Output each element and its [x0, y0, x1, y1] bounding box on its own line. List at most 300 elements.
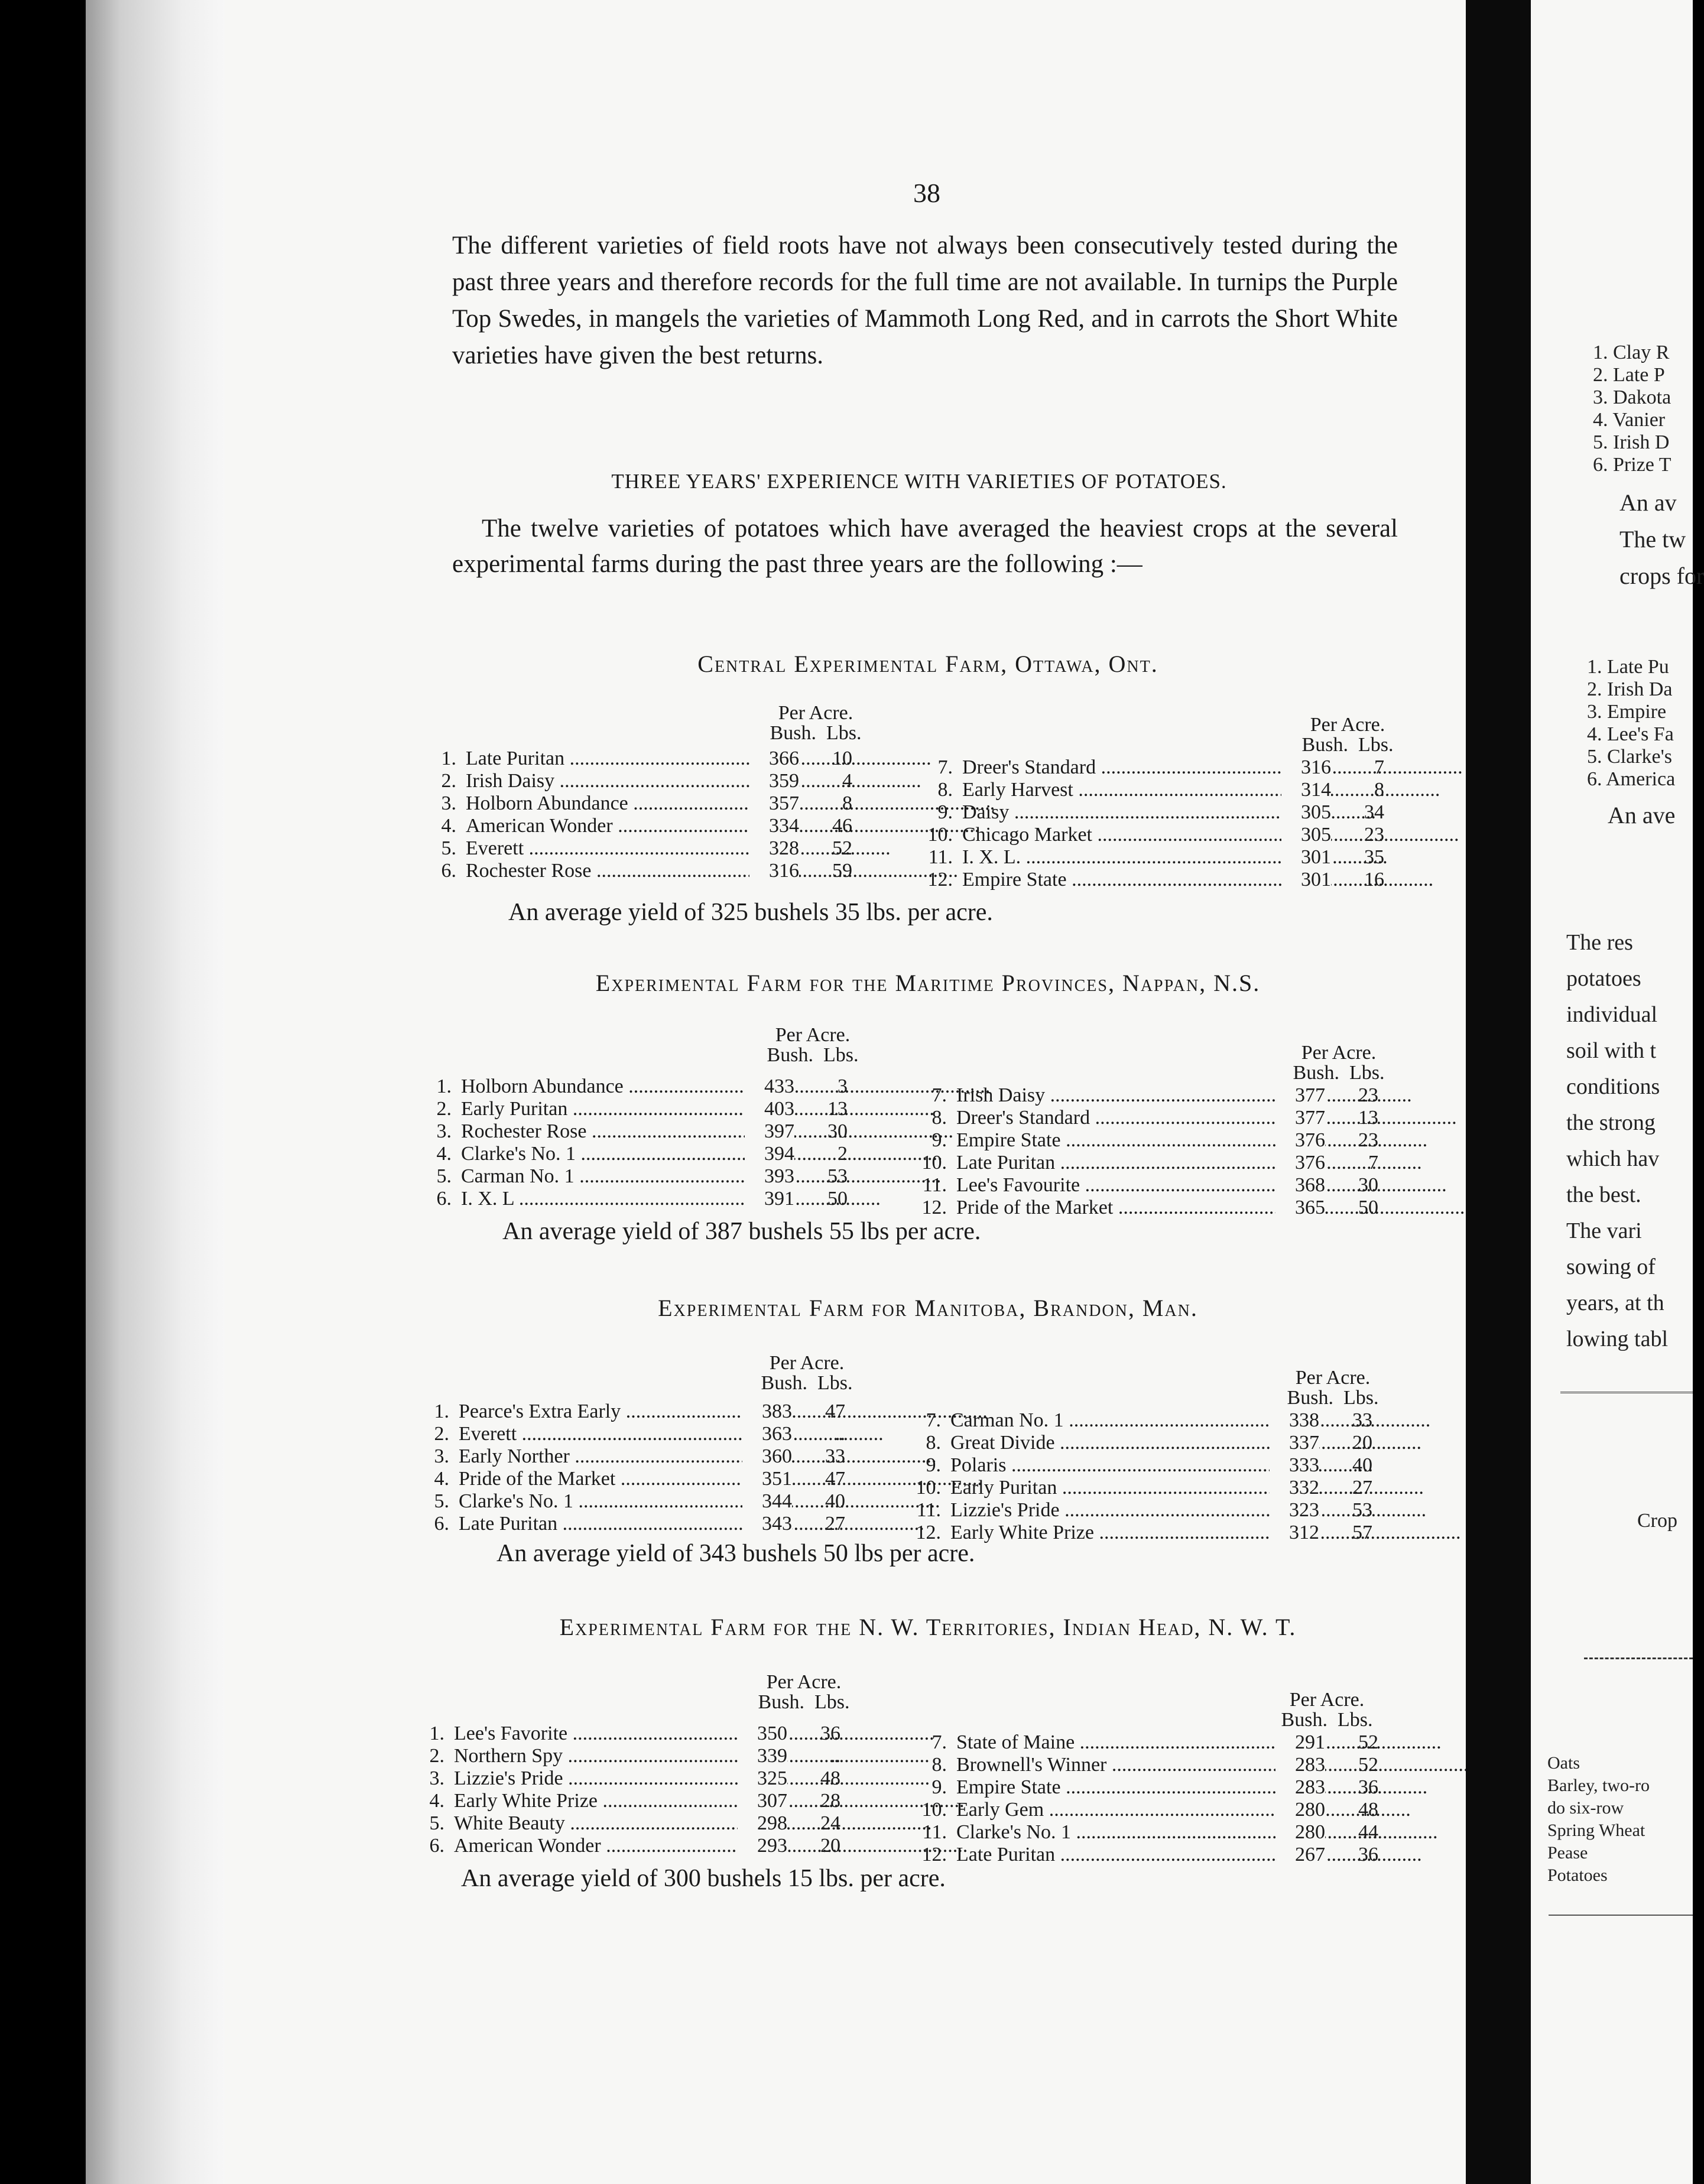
next-page-list-3 [1547, 1752, 1650, 1887]
yield-pounds: 8 [1374, 779, 1384, 801]
variety-number: 6. [441, 860, 456, 882]
yield-bushels: 383 [742, 1400, 792, 1423]
fragment-line: soil with t [1566, 1038, 1657, 1063]
yield-pounds: 10 [832, 748, 852, 769]
variety-name: Pride of the Market ..... [956, 1197, 1275, 1219]
yield-pounds: 4 [842, 770, 852, 792]
yield-bushels: 338 [1270, 1409, 1319, 1432]
table-row [922, 846, 1395, 869]
yield-bushels: 393 [745, 1165, 794, 1188]
right-column-header: Per Acre. Bush. Lbs. [1301, 714, 1394, 756]
table-row [910, 1477, 1383, 1499]
table-row [922, 801, 1395, 824]
variety-name: Clarke's No. 1 ..... [459, 1490, 742, 1513]
yield-bushels: 323 [1270, 1499, 1319, 1522]
variety-number: 9. [931, 1776, 947, 1798]
yield-bushels: 377 [1275, 1084, 1325, 1107]
table-row [418, 1468, 856, 1490]
fragment-line: the strong [1566, 1110, 1656, 1135]
fragment-line: 2. Irish Da [1587, 678, 1673, 700]
fragment-line: years, at th [1566, 1291, 1664, 1315]
yield-bushels: 293 [738, 1835, 787, 1857]
variety-number: 2. [434, 1423, 449, 1445]
table-row [916, 1129, 1389, 1152]
yield-bushels: 397 [745, 1120, 794, 1143]
table-row [916, 1844, 1389, 1866]
variety-name: Pride of the Market ..... [459, 1468, 742, 1490]
yield-pounds: 57 [1352, 1522, 1372, 1543]
book-gutter [1466, 0, 1531, 2184]
variety-number: 5. [429, 1812, 444, 1834]
variety-number: 10. [921, 1152, 947, 1174]
yield-bushels: 280 [1275, 1799, 1325, 1821]
yield-pounds: 16 [1364, 869, 1384, 890]
yield-pounds: 2 [838, 1143, 848, 1165]
variety-number: 1. [434, 1400, 449, 1422]
table-row [910, 1522, 1383, 1544]
yield-pounds: 8 [842, 792, 852, 814]
yield-pounds: 27 [1352, 1477, 1372, 1499]
right-column-header: Per Acre. Bush. Lbs. [1281, 1689, 1373, 1731]
yield-bushels: 359 [749, 770, 799, 792]
table-row [922, 824, 1395, 846]
variety-name: Everett ..... [459, 1423, 742, 1445]
table-row [916, 1776, 1389, 1799]
fragment-line: 6. Prize T [1593, 454, 1671, 476]
yield-bushels: 328 [749, 837, 799, 860]
yield-bushels: 333 [1270, 1454, 1319, 1477]
variety-name: Northern Spy ..... [454, 1745, 738, 1767]
left-column-header: Per Acre. Bush. Lbs. [770, 702, 862, 744]
yield-pounds: 30 [827, 1120, 848, 1142]
yield-pounds: 7 [1368, 1152, 1378, 1174]
variety-name: Dreer's Standard ..... [962, 756, 1281, 779]
variety-number: 3. [434, 1445, 449, 1467]
yield-bushels: 376 [1275, 1129, 1325, 1152]
yield-bushels: 365 [1275, 1197, 1325, 1219]
table-row [418, 1490, 856, 1513]
next-page-list-1 [1593, 342, 1671, 476]
variety-number: 5. [436, 1165, 452, 1187]
table-row [418, 1445, 856, 1468]
fragment-line: Barley, two-ro [1547, 1776, 1650, 1795]
yield-pounds: .. [835, 1423, 845, 1445]
fragment-line: 6. America [1587, 768, 1676, 790]
table-row [916, 1197, 1389, 1219]
variety-number: 3. [441, 792, 456, 814]
yield-bushels: 280 [1275, 1821, 1325, 1844]
next-page-rule [1560, 1392, 1693, 1393]
table-row [426, 815, 863, 837]
yield-bushels: 357 [749, 792, 799, 815]
variety-name: I. X. L. ..... [962, 846, 1281, 869]
variety-name: White Beauty ..... [454, 1812, 738, 1835]
variety-number: 10. [927, 824, 953, 846]
yield-pounds: 33 [1352, 1409, 1372, 1431]
yield-pounds: 52 [1358, 1731, 1378, 1753]
variety-name: Early White Prize ..... [950, 1522, 1270, 1544]
yield-pounds: 28 [820, 1790, 840, 1812]
next-page-text-4 [1637, 1510, 1677, 1532]
variety-name: Lee's Favourite ..... [956, 1174, 1275, 1197]
yield-bushels: 377 [1275, 1107, 1325, 1129]
table-row [916, 1107, 1389, 1129]
variety-name: Carman No. 1 ..... [950, 1409, 1270, 1432]
yield-bushels: 267 [1275, 1844, 1325, 1866]
farm-heading: Experimental Farm for the Maritime Provinces, Nappan, N.S. [595, 970, 1261, 996]
yield-bushels: 283 [1275, 1754, 1325, 1776]
variety-number: 8. [937, 779, 953, 801]
fragment-line: 1. Clay R [1593, 342, 1670, 363]
table-row [910, 1432, 1383, 1454]
variety-name: Early Norther ..... [459, 1445, 742, 1468]
yield-pounds: 48 [820, 1767, 840, 1789]
variety-number: 8. [931, 1107, 947, 1129]
variety-name: State of Maine ..... [956, 1731, 1275, 1754]
page-number: 38 [913, 178, 940, 208]
yield-pounds: 23 [1364, 824, 1384, 846]
yield-bushels: 312 [1270, 1522, 1319, 1544]
variety-name: Empire State ..... [962, 869, 1281, 891]
yield-pounds: 47 [825, 1400, 845, 1422]
yield-bushels: 334 [749, 815, 799, 837]
variety-number: 8. [926, 1432, 941, 1454]
yield-bushels: 394 [745, 1143, 794, 1165]
yield-bushels: 314 [1281, 779, 1331, 801]
average-yield: An average yield of 300 bushels 15 lbs. per acre. [461, 1865, 946, 1892]
farm-maritime [426, 969, 1430, 1245]
variety-number: 11. [922, 1821, 947, 1843]
average-yield: An average yield of 343 bushels 50 lbs per acre. [496, 1540, 975, 1567]
yield-pounds: 36 [820, 1722, 840, 1744]
yield-bushels: 360 [742, 1445, 792, 1468]
variety-number: 7. [931, 1084, 947, 1106]
variety-name: Great Divide ..... [950, 1432, 1270, 1454]
fragment-line: the best. [1566, 1182, 1641, 1207]
table-row [426, 748, 863, 770]
yield-bushels: 305 [1281, 824, 1331, 846]
variety-name: Late Puritan ..... [956, 1152, 1275, 1174]
yield-pounds: 52 [832, 837, 852, 859]
yield-bushels: 316 [749, 860, 799, 882]
table-row [916, 1084, 1389, 1107]
variety-number: 1. [429, 1722, 444, 1744]
variety-number: 5. [434, 1490, 449, 1512]
next-page-rule-2 [1584, 1658, 1693, 1659]
yield-pounds: 50 [1358, 1197, 1378, 1218]
yield-pounds: 40 [1352, 1454, 1372, 1476]
yield-pounds: 30 [1358, 1174, 1378, 1196]
variety-number: 2. [441, 770, 456, 792]
yield-bushels: 343 [742, 1513, 792, 1535]
intro-paragraph: The different varieties of field roots have not always been consecutively tested during the past three years and therefore records for the full time are not available. In turnips the Purple Top Swedes, in mangels the varieties of Mammoth Long Red, and in carrots the Short White varieties have given the best returns. [452, 232, 1398, 369]
yield-pounds: 40 [825, 1490, 845, 1512]
farm-manitoba [426, 1294, 1430, 1567]
yield-bushels: 305 [1281, 801, 1331, 824]
variety-number: 6. [436, 1188, 452, 1210]
fragment-line: 5. Clarke's [1587, 746, 1672, 768]
table-row [426, 837, 863, 860]
fragment-line: do six-row [1547, 1798, 1624, 1818]
variety-name: Empire State ..... [956, 1776, 1275, 1799]
variety-number: 7. [926, 1409, 941, 1431]
table-row [414, 1767, 851, 1790]
yield-pounds: 20 [1352, 1432, 1372, 1454]
farm-central [426, 650, 1430, 926]
yield-pounds: 20 [820, 1835, 840, 1857]
variety-name: Everett ..... [466, 837, 749, 860]
table-row [426, 770, 863, 792]
variety-name: American Wonder ..... [466, 815, 749, 837]
variety-name: Early Harvest ..... [962, 779, 1281, 801]
variety-number: 11. [922, 1174, 947, 1196]
variety-number: 12. [921, 1844, 947, 1866]
right-column-header: Per Acre. Bush. Lbs. [1287, 1367, 1379, 1409]
yield-bushels: 325 [738, 1767, 787, 1790]
yield-bushels: 298 [738, 1812, 787, 1835]
variety-name: Empire State ..... [956, 1129, 1275, 1152]
right-table [922, 756, 1395, 891]
yield-pounds: 53 [827, 1165, 848, 1187]
variety-number: 1. [436, 1075, 452, 1097]
table-row [421, 1098, 858, 1120]
variety-name: Pearce's Extra Early ..... [459, 1400, 742, 1423]
average-yield: An average yield of 325 bushels 35 lbs. per acre. [508, 899, 993, 926]
variety-name: Rochester Rose ..... [466, 860, 749, 882]
table-row [910, 1499, 1383, 1522]
variety-name: Holborn Abundance ..... [461, 1075, 745, 1098]
variety-number: 8. [931, 1754, 947, 1776]
yield-bushels: 337 [1270, 1432, 1319, 1454]
next-page-text-2 [1608, 798, 1675, 833]
variety-name: Lizzie's Pride ..... [950, 1499, 1270, 1522]
yield-pounds: 53 [1352, 1499, 1372, 1521]
table-row [916, 1174, 1389, 1197]
variety-number: 7. [931, 1731, 947, 1753]
variety-number: 11. [928, 846, 953, 868]
variety-number: 2. [436, 1098, 452, 1120]
fragment-line: 1. Late Pu [1587, 656, 1669, 678]
fragment-line: Crop [1637, 1510, 1677, 1532]
variety-number: 11. [916, 1499, 941, 1521]
next-page-list-2 [1587, 656, 1675, 791]
fragment-line: sowing of [1566, 1254, 1656, 1279]
left-column-header: Per Acre. Bush. Lbs. [767, 1024, 859, 1066]
variety-name: American Wonder ..... [454, 1835, 738, 1857]
right-table [916, 1731, 1389, 1866]
yield-bushels: 366 [749, 748, 799, 770]
table-row [418, 1400, 856, 1423]
table-row [421, 1188, 858, 1210]
yield-pounds: 34 [1364, 801, 1384, 823]
variety-name: Early White Prize ..... [454, 1790, 738, 1812]
fragment-line: An ave [1608, 802, 1676, 828]
right-column-header: Per Acre. Bush. Lbs. [1293, 1042, 1385, 1084]
next-page-text-3 [1566, 925, 1668, 1357]
variety-name: I. X. L ..... [461, 1188, 745, 1210]
variety-name: Clarke's No. 1 ..... [956, 1821, 1275, 1844]
table-row [421, 1165, 858, 1188]
yield-bushels: 368 [1275, 1174, 1325, 1197]
variety-number: 12. [927, 869, 953, 890]
variety-name: Irish Daisy ..... [956, 1084, 1275, 1107]
left-table [418, 1400, 856, 1535]
variety-name: Rochester Rose ..... [461, 1120, 745, 1143]
variety-name: Daisy ..... [962, 801, 1281, 824]
variety-name: Late Puritan ..... [459, 1513, 742, 1535]
yield-pounds: 33 [825, 1445, 845, 1467]
variety-number: 10. [916, 1477, 941, 1499]
yield-pounds: 23 [1358, 1129, 1378, 1151]
table-row [421, 1075, 858, 1098]
farm-nwt [426, 1613, 1430, 1892]
table-row [414, 1835, 851, 1857]
yield-pounds: 48 [1358, 1799, 1378, 1821]
fragment-line: 3. Dakota [1593, 386, 1671, 408]
section-title: THREE YEARS' EXPERIENCE WITH VARIETIES OF POTATOES. [611, 470, 1227, 493]
next-page-rule-3 [1549, 1915, 1693, 1916]
variety-name: Dreer's Standard ..... [956, 1107, 1275, 1129]
fragment-line: crops for [1619, 563, 1704, 589]
fragment-line: Spring Wheat [1547, 1821, 1645, 1840]
variety-number: 4. [436, 1143, 452, 1165]
yield-pounds: 7 [1374, 756, 1384, 778]
variety-number: 9. [931, 1129, 947, 1151]
left-table [426, 748, 863, 882]
yield-bushels: 344 [742, 1490, 792, 1513]
table-row [916, 1821, 1389, 1844]
variety-name: Early Gem ..... [956, 1799, 1275, 1821]
farm-heading: Central Experimental Farm, Ottawa, Ont. [697, 651, 1158, 677]
variety-name: Holborn Abundance ..... [466, 792, 749, 815]
yield-pounds: 3 [838, 1075, 848, 1097]
table-row [916, 1754, 1389, 1776]
left-table [421, 1075, 858, 1210]
variety-number: 2. [429, 1745, 444, 1767]
variety-number: 12. [916, 1522, 941, 1543]
variety-number: 7. [937, 756, 953, 778]
fragment-line: 4. Lee's Fa [1587, 723, 1674, 745]
right-table [910, 1409, 1383, 1544]
yield-bushels: 332 [1270, 1477, 1319, 1499]
fragment-line: which hav [1566, 1146, 1660, 1171]
variety-name: Brownell's Winner ..... [956, 1754, 1275, 1776]
yield-pounds: 23 [1358, 1084, 1378, 1106]
fragment-line: The res [1566, 930, 1633, 955]
variety-number: 12. [921, 1197, 947, 1218]
yield-bushels: 291 [1275, 1731, 1325, 1754]
table-row [916, 1731, 1389, 1754]
variety-name: Polaris ..... [950, 1454, 1270, 1477]
fragment-line: 3. Empire [1587, 701, 1667, 723]
yield-pounds: 13 [827, 1098, 848, 1120]
table-row [414, 1745, 851, 1767]
fragment-line: lowing tabl [1566, 1327, 1669, 1351]
table-row [414, 1812, 851, 1835]
yield-pounds: 47 [825, 1468, 845, 1490]
farm-heading: Experimental Farm for Manitoba, Brandon, Man. [658, 1295, 1198, 1321]
variety-number: 1. [441, 748, 456, 769]
yield-bushels: 403 [745, 1098, 794, 1120]
variety-number: 4. [429, 1790, 444, 1812]
fragment-line: potatoes [1566, 966, 1641, 991]
variety-number: 9. [926, 1454, 941, 1476]
table-row [910, 1409, 1383, 1432]
table-row [922, 756, 1395, 779]
variety-number: 4. [434, 1468, 449, 1490]
fragment-line: An av [1619, 489, 1677, 516]
yield-pounds: 52 [1358, 1754, 1378, 1776]
table-row [922, 779, 1395, 801]
table-row [421, 1120, 858, 1143]
variety-number: 4. [441, 815, 456, 837]
fragment-line: Potatoes [1547, 1866, 1608, 1885]
fragment-line: 2. Late P [1593, 364, 1665, 386]
yield-bushels: 307 [738, 1790, 787, 1812]
variety-name: Late Puritan ..... [956, 1844, 1275, 1866]
variety-number: 3. [436, 1120, 452, 1142]
variety-number: 6. [429, 1835, 444, 1857]
variety-number: 6. [434, 1513, 449, 1535]
next-page-edge [1531, 0, 1704, 2184]
yield-bushels: 363 [742, 1423, 792, 1445]
lead-paragraph: The twelve varieties of potatoes which have averaged the heaviest crops at the several experimental farms during the past three years are the following :— [452, 515, 1398, 578]
yield-bushels: 391 [745, 1188, 794, 1210]
variety-name: Lizzie's Pride ..... [454, 1767, 738, 1790]
yield-pounds: 46 [832, 815, 852, 837]
table-row [418, 1513, 856, 1535]
left-table [414, 1722, 851, 1857]
yield-bushels: 339 [738, 1745, 787, 1767]
fragment-line: 4. Vanier [1593, 409, 1666, 431]
yield-bushels: 283 [1275, 1776, 1325, 1799]
yield-bushels: 316 [1281, 756, 1331, 779]
variety-name: Chicago Market ..... [962, 824, 1281, 846]
fragment-line: The vari [1566, 1218, 1642, 1243]
fragment-line: 5. Irish D [1593, 431, 1670, 453]
next-page-text-1 [1619, 485, 1704, 594]
yield-pounds: 27 [825, 1513, 845, 1535]
yield-pounds: 59 [832, 860, 852, 882]
yield-bushels: 351 [742, 1468, 792, 1490]
yield-bushels: 350 [738, 1722, 787, 1745]
right-table [916, 1084, 1389, 1219]
yield-pounds: 35 [1364, 846, 1384, 868]
farm-heading: Experimental Farm for the N. W. Territories, Indian Head, N. W. T. [559, 1614, 1297, 1640]
fragment-line: individual [1566, 1002, 1658, 1027]
variety-number: 10. [921, 1799, 947, 1821]
variety-name: Clarke's No. 1 ..... [461, 1143, 745, 1165]
yield-bushels: 376 [1275, 1152, 1325, 1174]
yield-pounds: .. [830, 1745, 840, 1767]
yield-pounds: 36 [1358, 1776, 1378, 1798]
table-row [426, 860, 863, 882]
left-column-header: Per Acre. Bush. Lbs. [761, 1352, 853, 1394]
variety-number: 3. [429, 1767, 444, 1789]
table-row [426, 792, 863, 815]
book-left-edge [86, 0, 225, 2184]
variety-number: 9. [937, 801, 953, 823]
table-row [414, 1722, 851, 1745]
fragment-line: Oats [1547, 1753, 1580, 1773]
yield-pounds: 50 [827, 1188, 848, 1210]
variety-name: Lee's Favorite ..... [454, 1722, 738, 1745]
yield-bushels: 301 [1281, 846, 1331, 869]
variety-name: Irish Daisy ..... [466, 770, 749, 792]
variety-number: 5. [441, 837, 456, 859]
table-row [910, 1454, 1383, 1477]
yield-bushels: 301 [1281, 869, 1331, 891]
